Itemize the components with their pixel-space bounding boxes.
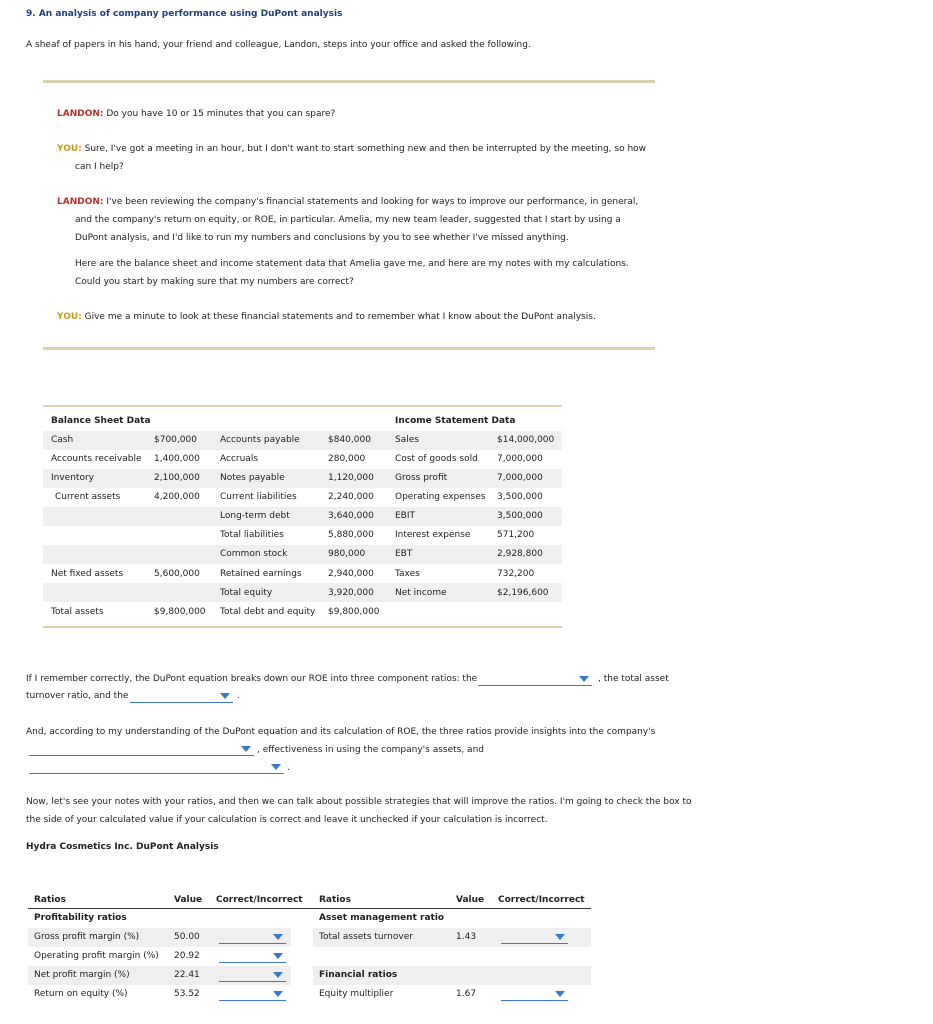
chevron-down-icon — [273, 953, 283, 959]
asset-label: Cash — [51, 435, 74, 445]
table-row-band — [43, 469, 562, 488]
chevron-down-icon — [555, 934, 565, 940]
correct-incorrect-dropdown[interactable] — [219, 988, 286, 1001]
dialogue-landon-1 — [57, 109, 335, 119]
income-label: Cost of goods sold — [395, 454, 478, 464]
liability-label: Current liabilities — [220, 492, 297, 502]
dialogue-text: DuPont analysis, and I'd like to run my numbers and conclusions by you to see whether I've missed anything. — [75, 233, 569, 243]
asset-label: Inventory — [51, 473, 94, 483]
speaker-you: YOU: — [57, 312, 82, 322]
dialogue-text: I've been reviewing the company's financial statements and looking for ways to improve our performance, in general, — [103, 197, 639, 207]
income-value: 7,000,000 — [497, 473, 543, 483]
para1-text-c: turnover ratio, and the — [26, 691, 129, 701]
chevron-down-icon — [273, 991, 283, 997]
income-label: EBT — [395, 549, 413, 559]
para2-text-a: And, according to my understanding of the DuPont equation and its calculation of ROE, the three ratios provide insights into the company's — [26, 727, 656, 737]
header-value: Value — [174, 895, 203, 905]
income-value: 732,200 — [497, 569, 535, 579]
ratio-value: 20.92 — [174, 951, 200, 961]
asset-value: 4,200,000 — [154, 492, 200, 502]
balance-sheet-header: Balance Sheet Data — [51, 416, 151, 426]
dialogue-top-rule — [43, 80, 655, 83]
ratio-value: 53.52 — [174, 989, 200, 999]
component-ratio-dropdown-2[interactable] — [130, 690, 233, 703]
asset-value: $700,000 — [154, 435, 197, 445]
header-correct-incorrect: Correct/Incorrect — [498, 895, 585, 905]
ratio-label: Net profit margin (%) — [34, 970, 130, 980]
dialogue-text: Here are the balance sheet and income statement data that Amelia gave me, and here are my notes with my calculations. — [75, 259, 629, 269]
income-value: 3,500,000 — [497, 511, 543, 521]
liability-value: 980,000 — [328, 549, 366, 559]
liability-value: 5,880,000 — [328, 530, 374, 540]
liability-label: Total debt and equity — [220, 607, 316, 617]
liability-value: 1,120,000 — [328, 473, 374, 483]
liability-label: Notes payable — [220, 473, 285, 483]
para1-text-d: . — [237, 691, 240, 701]
ratio-value: 22.41 — [174, 970, 200, 980]
ratio-label: Return on equity (%) — [34, 989, 128, 999]
dialogue-text: Could you start by making sure that my numbers are correct? — [75, 277, 354, 287]
asset-label: Current assets — [55, 492, 121, 502]
table-row-band — [43, 431, 562, 450]
header-value: Value — [456, 895, 485, 905]
liability-label: Common stock — [220, 549, 288, 559]
income-label: Operating expenses — [395, 492, 486, 502]
ratio-label: Operating profit margin (%) — [34, 951, 159, 961]
component-ratio-dropdown-1[interactable] — [478, 673, 592, 686]
speaker-landon: LANDON: — [57, 109, 104, 119]
speaker-you: YOU: — [57, 144, 82, 154]
section-asset-management: Asset management ratio — [319, 913, 445, 923]
chevron-down-icon — [555, 991, 565, 997]
ratio-label: Gross profit margin (%) — [34, 932, 140, 942]
section-financial: Financial ratios — [319, 970, 398, 980]
liability-value: 3,640,000 — [328, 511, 374, 521]
dialogue-bottom-rule — [43, 347, 655, 350]
para1-text-b: , the total asset — [598, 674, 669, 684]
liability-value: 3,920,000 — [328, 588, 374, 598]
income-label: Gross profit — [395, 473, 448, 483]
income-value: 3,500,000 — [497, 492, 543, 502]
table-bottom-rule — [43, 626, 562, 628]
chevron-down-icon — [273, 934, 283, 940]
asset-value: $9,800,000 — [154, 607, 206, 617]
liability-value: 2,240,000 — [328, 492, 374, 502]
income-value: 571,200 — [497, 530, 535, 540]
correct-incorrect-dropdown[interactable] — [219, 950, 286, 963]
dialogue-text: and the company's return on equity, or ROE, in particular. Amelia, my new team leader, suggested that I start by using a — [75, 215, 621, 225]
correct-incorrect-dropdown[interactable] — [501, 988, 568, 1001]
dialogue-text: Sure, I've got a meeting in an hour, but I don't want to start something new and then be interrupted by the meeting, so how — [81, 144, 647, 154]
liability-value: $840,000 — [328, 435, 371, 445]
asset-value: 1,400,000 — [154, 454, 200, 464]
dialogue-you-1 — [57, 144, 646, 154]
ratio-value: 1.43 — [456, 932, 477, 942]
asset-label: Net fixed assets — [51, 569, 124, 579]
chevron-down-icon — [220, 693, 230, 699]
dialogue-text: Do you have 10 or 15 minutes that you can spare? — [103, 109, 336, 119]
para2-text-b: , effectiveness in using the company's assets, and — [257, 745, 484, 755]
income-value: $2,196,600 — [497, 588, 549, 598]
income-value: $14,000,000 — [497, 435, 555, 445]
correct-incorrect-dropdown[interactable] — [219, 969, 286, 982]
liability-value: 280,000 — [328, 454, 366, 464]
para3-line2: the side of your calculated value if your calculation is correct and leave it unchecked if your calculation is incorrect. — [26, 815, 548, 825]
section-profitability: Profitability ratios — [34, 913, 127, 923]
insight-dropdown-2[interactable] — [29, 761, 284, 774]
para3-line1: Now, let's see your notes with your ratios, and then we can talk about possible strategies that will improve the ratios. I'm going to check the box to — [26, 797, 692, 807]
header-ratios: Ratios — [319, 895, 351, 905]
asset-label: Accounts receivable — [51, 454, 142, 464]
correct-incorrect-dropdown[interactable] — [219, 931, 286, 944]
asset-label: Total assets — [51, 607, 104, 617]
para1-text-a: If I remember correctly, the DuPont equation breaks down our ROE into three component ratios: the — [26, 674, 478, 684]
chevron-down-icon — [273, 972, 283, 978]
liability-label: Total equity — [220, 588, 273, 598]
income-label: Net income — [395, 588, 447, 598]
speaker-landon: LANDON: — [57, 197, 104, 207]
analysis-title: Hydra Cosmetics Inc. DuPont Analysis — [26, 842, 219, 852]
liability-label: Retained earnings — [220, 569, 302, 579]
asset-value: 2,100,000 — [154, 473, 200, 483]
table-row-band — [43, 507, 562, 526]
table-row-band — [43, 545, 562, 564]
chevron-down-icon — [241, 746, 251, 752]
chevron-down-icon — [271, 764, 281, 770]
dialogue-text: Give me a minute to look at these financial statements and to remember what I know about the DuPont analysis. — [81, 312, 596, 322]
correct-incorrect-dropdown[interactable] — [501, 931, 568, 944]
insight-dropdown-1[interactable] — [29, 743, 254, 756]
income-value: 7,000,000 — [497, 454, 543, 464]
income-value: 2,928,800 — [497, 549, 543, 559]
income-label: EBIT — [395, 511, 416, 521]
intro-text: A sheaf of papers in his hand, your friend and colleague, Landon, steps into your office and asked the following. — [26, 40, 531, 50]
liability-label: Accounts payable — [220, 435, 300, 445]
liability-label: Total liabilities — [220, 530, 284, 540]
dialogue-landon-2 — [57, 197, 638, 207]
table-top-rule — [43, 405, 562, 407]
ratio-label: Total assets turnover — [319, 932, 413, 942]
income-label: Interest expense — [395, 530, 471, 540]
dialogue-text: can I help? — [75, 162, 124, 172]
liability-label: Accruals — [220, 454, 259, 464]
dialogue-you-2 — [57, 312, 596, 322]
table-row-band — [43, 583, 562, 602]
liability-value: $9,800,000 — [328, 607, 380, 617]
liability-value: 2,940,000 — [328, 569, 374, 579]
asset-value: 5,600,000 — [154, 569, 200, 579]
ratio-value: 50.00 — [174, 932, 200, 942]
para2-text-c: . — [287, 763, 290, 773]
page-title: 9. An analysis of company performance using DuPont analysis — [26, 9, 343, 19]
ratios-header-rule — [28, 908, 591, 909]
liability-label: Long-term debt — [220, 511, 290, 521]
header-correct-incorrect: Correct/Incorrect — [216, 895, 303, 905]
income-label: Sales — [395, 435, 419, 445]
header-ratios: Ratios — [34, 895, 66, 905]
chevron-down-icon — [579, 676, 589, 682]
income-statement-header: Income Statement Data — [395, 416, 516, 426]
ratio-label: Equity multiplier — [319, 989, 394, 999]
income-label: Taxes — [395, 569, 420, 579]
ratio-value: 1.67 — [456, 989, 477, 999]
